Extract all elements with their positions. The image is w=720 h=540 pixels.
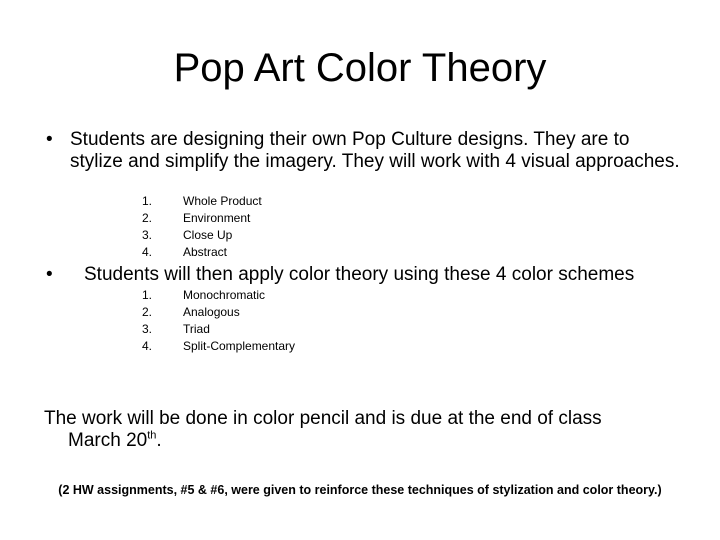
bullet-text: Students will then apply color theory using these 4 color schemes [84, 264, 635, 285]
list-item [142, 210, 542, 227]
list-item [142, 227, 542, 244]
list-number: 2. [142, 305, 153, 319]
list-number: 4. [142, 339, 153, 353]
list-number: 1. [142, 288, 153, 302]
due-date-paragraph [44, 408, 684, 452]
bullet-marker: • [46, 129, 53, 150]
list-label: Close Up [183, 228, 233, 242]
list-label: Monochromatic [183, 288, 266, 302]
list-label: Analogous [183, 305, 240, 319]
due-date-suffix: . [156, 430, 162, 451]
list-number: 1. [142, 194, 153, 208]
due-date-line-1: The work will be done in color pencil and is due at the end of class [44, 408, 602, 429]
list-item [142, 304, 542, 321]
date-superscript: th [147, 429, 157, 442]
list-label: Whole Product [183, 194, 262, 208]
list-number: 2. [142, 211, 153, 225]
homework-note: (2 HW assignments, #5 & #6, were given to reinforce these techniques of stylization and color theory.) [58, 483, 662, 497]
list-number: 3. [142, 228, 153, 242]
color-schemes-list [142, 287, 542, 355]
list-label: Environment [183, 211, 251, 225]
list-item [142, 338, 542, 355]
approaches-list [142, 193, 542, 261]
due-date-text: March 20 [68, 430, 148, 451]
list-label: Split-Complementary [183, 339, 296, 353]
list-label: Abstract [183, 245, 228, 259]
bullet-marker: • [46, 264, 53, 285]
list-item [142, 193, 542, 210]
list-item [142, 287, 542, 304]
list-label: Triad [183, 322, 210, 336]
list-item [142, 321, 542, 338]
slide-title: Pop Art Color Theory [173, 46, 547, 90]
list-number: 4. [142, 245, 153, 259]
list-item [142, 244, 542, 261]
due-date-line-2 [44, 430, 684, 452]
list-number: 3. [142, 322, 153, 336]
bullet-text: Students are designing their own Pop Culture designs. They are to stylize and simplify the imagery. They will work with 4 visual approaches. [70, 129, 680, 172]
